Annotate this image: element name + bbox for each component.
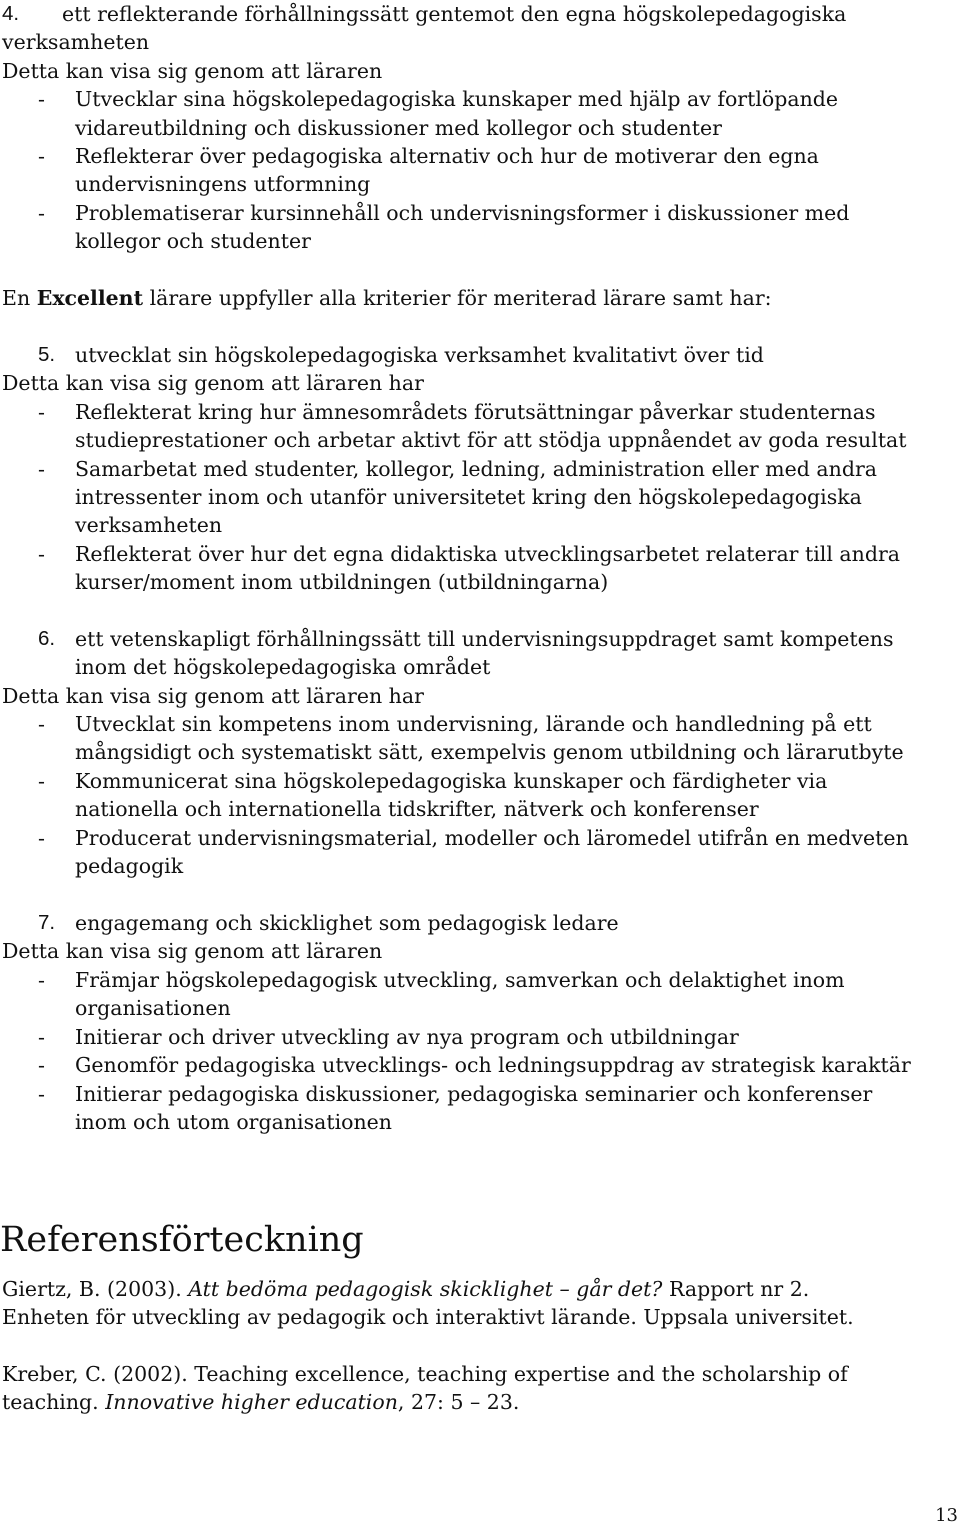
excellent-statement: En Excellent lärare uppfyller alla kriterier för meriterad lärare samt har: xyxy=(2,286,772,310)
list-item-cont: undervisningens utformning xyxy=(75,172,371,196)
list-item-cont: kollegor och studenter xyxy=(75,229,311,253)
reference-kreber-cont: teaching. Innovative higher education, 27: 5 – 23. xyxy=(2,1390,520,1414)
section-7-title: engagemang och skicklighet som pedagogisk ledare xyxy=(75,911,619,935)
section-6-title: ett vetenskapligt förhållningssätt till undervisningsuppdraget samt kompetens xyxy=(75,627,894,651)
bullet-dash: - xyxy=(38,457,45,481)
section-5-intro: Detta kan visa sig genom att läraren har xyxy=(2,371,424,395)
list-item-cont: organisationen xyxy=(75,996,231,1020)
reference-kreber: Kreber, C. (2002). Teaching excellence, teaching expertise and the scholarship of xyxy=(2,1362,848,1386)
list-item-cont: nationella och internationella tidskrifter, nätverk och konferenser xyxy=(75,797,759,821)
bullet-dash: - xyxy=(38,87,45,111)
list-item-cont: studieprestationer och arbetar aktivt för att stödja uppnåendet av goda resultat xyxy=(75,428,907,452)
section-5-title: utvecklat sin högskolepedagogiska verksamhet kvalitativt över tid xyxy=(75,343,764,367)
list-item-cont: inom och utom organisationen xyxy=(75,1110,392,1134)
reference-giertz: Giertz, B. (2003). Att bedöma pedagogisk skicklighet – går det? Rapport nr 2. xyxy=(2,1277,810,1301)
section-6-number: 6. xyxy=(38,627,56,650)
excellent-bold: Excellent xyxy=(36,286,144,310)
reference-kreber-journal: Innovative higher education xyxy=(105,1390,398,1414)
section-6-title-cont: inom det högskolepedagogiska området xyxy=(75,655,491,679)
bullet-dash: - xyxy=(38,968,45,992)
bullet-dash: - xyxy=(38,769,45,793)
references-heading: Referensförteckning xyxy=(0,1220,364,1260)
section-4-number: 4. xyxy=(2,2,20,25)
section-4-title-cont: verksamheten xyxy=(2,30,150,54)
reference-giertz-cont: Enheten för utveckling av pedagogik och interaktivt lärande. Uppsala universitet. xyxy=(2,1305,854,1329)
bullet-dash: - xyxy=(38,1025,45,1049)
bullet-dash: - xyxy=(38,1082,45,1106)
list-item-cont: intressenter inom och utanför universitetet kring den högskolepedagogiska xyxy=(75,485,862,509)
bullet-dash: - xyxy=(38,826,45,850)
bullet-dash: - xyxy=(38,400,45,424)
section-5-number: 5. xyxy=(38,343,56,366)
list-item-cont: vidareutbildning och diskussioner med kollegor och studenter xyxy=(75,116,722,140)
section-6-intro: Detta kan visa sig genom att läraren har xyxy=(2,684,424,708)
document-page: 4. ett reflekterande förhållningssätt gentemot den egna högskolepedagogiska verksamheten Detta kan visa sig genom att läraren - Utvecklar sina högskolepedagogiska kunskaper med hjälp av fortlöpande vidareutbildning och diskussioner med kollegor och studenter - Reflekterar över pedagogiska alternativ och hur de motiverar den egna undervisningens utformning - Problematiserar kursinnehåll och undervisningsformer i diskussioner med kollegor och studenter En Excellent lärare uppfyller alla kriterier för meriterad lärare samt har: 5. utvecklat sin högskolepedagogiska verksamhet kvalitativt över tid Detta kan visa sig genom att läraren har - Reflekterat kring hur ämnesområdets förutsättningar påverkar studenternas studieprestationer och arbetar aktivt för att stödja uppnåendet av goda resultat - Samarbetat med studenter, kollegor, ledning, administration eller med andra intressenter inom och utanför universitetet kring den högskolepedagogiska verksamheten - Reflekterat över hur det egna didaktiska utvecklingsarbetet relaterar till andra kurser/moment inom utbildningen (utbildningarna) 6. ett vetenskapligt förhållningssätt till undervisningsuppdraget samt kompetens inom det högskolepedagogiska området Detta kan visa sig genom att läraren har - Utvecklat sin kompetens inom undervisning, lärande och handledning på ett mångsidigt och systematiskt sätt, exempelvis genom utbildning och lärarutbyte - Kommunicerat sina högskolepedagogiska kunskaper och färdigheter via nationella och internationella tidskrifter, nätverk och konferenser - Producerat undervisningsmaterial, modeller och läromedel utifrån en medveten pedagogik 7. engagemang och skicklighet som pedagogisk ledare Detta kan visa sig genom att läraren - Främjar högskolepedagogisk utveckling, samverkan och delaktighet inom organisationen - Initierar och driver utveckling av nya program och utbildningar - Genomför pedagogiska utvecklings- och ledningsuppdrag av strategisk karaktär - Initierar pedagogiska diskussioner, pedagogiska seminarier och konferenser inom och utom organisationen Referensförteckning Giertz, B. (2003). Att bedöma pedagogisk skicklighet – går det? Rapport nr 2. Enheten för utveckling av pedagogik och interaktivt lärande. Uppsala universitet. Kreber, C. (2002). Teaching excellence, teaching expertise and the scholarship of teaching. Innovative higher education, 27: 5 – 23. 13 xyxy=(0,2,958,1526)
list-item-cont: pedagogik xyxy=(75,854,184,878)
section-7-number: 7. xyxy=(38,911,56,934)
bullet-dash: - xyxy=(38,201,45,225)
bullet-dash: - xyxy=(38,542,45,566)
section-4-intro: Detta kan visa sig genom att läraren xyxy=(2,59,383,83)
reference-giertz-title: Att bedöma pedagogisk skicklighet – går det? xyxy=(188,1277,663,1301)
section-7-intro: Detta kan visa sig genom att läraren xyxy=(2,939,383,963)
list-item-cont: mångsidigt och systematiskt sätt, exempelvis genom utbildning och lärarutbyte xyxy=(75,740,904,764)
list-item-cont: kurser/moment inom utbildningen (utbildningarna) xyxy=(75,570,609,594)
section-4-title: ett reflekterande förhållningssätt gentemot den egna högskolepedagogiska xyxy=(62,2,847,26)
list-item-cont: verksamheten xyxy=(75,513,223,537)
bullet-dash: - xyxy=(38,1053,45,1077)
bullet-dash: - xyxy=(38,712,45,736)
bullet-dash: - xyxy=(38,144,45,168)
page-number: 13 xyxy=(935,1505,958,1526)
